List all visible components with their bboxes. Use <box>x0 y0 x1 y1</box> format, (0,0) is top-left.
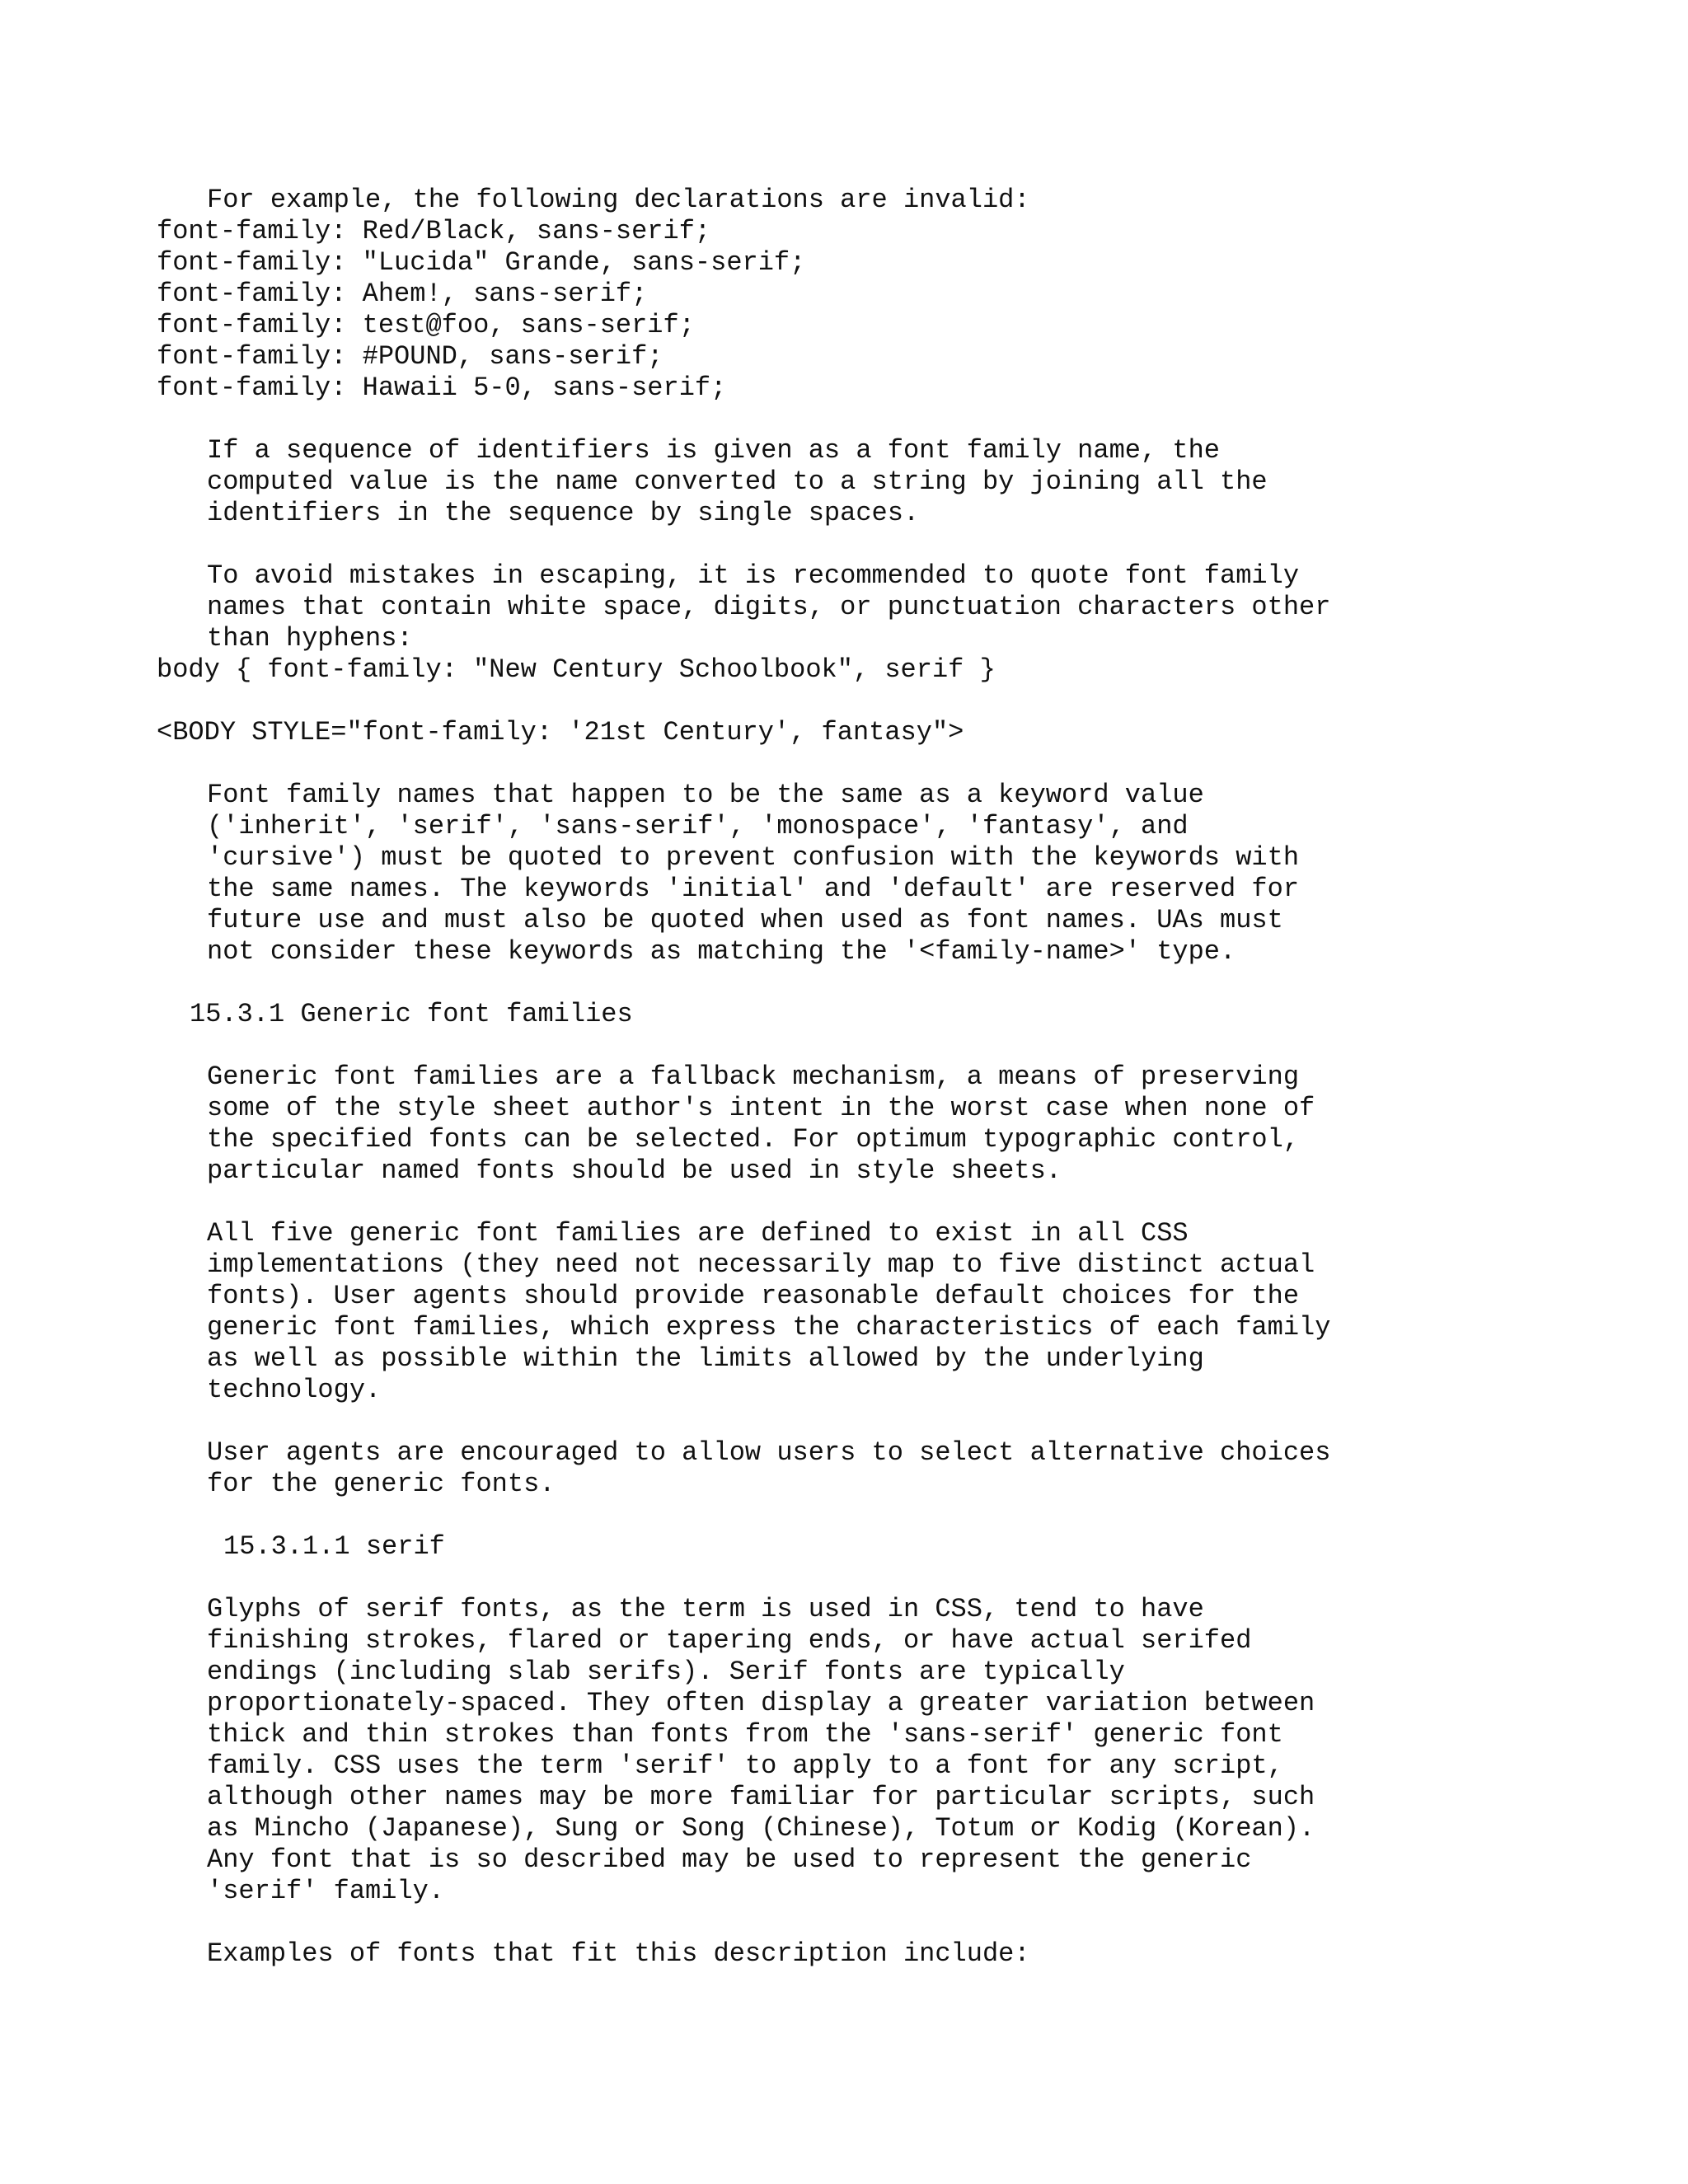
code-line: font-family: Ahem!, sans-serif; <box>157 279 648 309</box>
spacer <box>157 1500 1624 1531</box>
text-line: Generic font families are a fallback mechanism, a means of preserving <box>207 1062 1300 1092</box>
text-line: identifiers in the sequence by single spaces. <box>207 498 920 528</box>
text-line: particular named fonts should be used in style sheets. <box>207 1155 1062 1186</box>
text-line: implementations (they need not necessarily map to five distinct actual <box>207 1249 1315 1280</box>
code-line: <BODY STYLE="font-family: '21st Century', fantasy"> <box>157 717 964 748</box>
code-line: font-family: Red/Black, sans-serif; <box>157 216 711 246</box>
spacer <box>157 748 1624 780</box>
paragraph-quoting-advice <box>207 560 1624 654</box>
paragraph-identifier-sequence <box>207 435 1624 529</box>
text-line: technology. <box>207 1375 382 1405</box>
text-line: computed value is the name converted to a string by joining all the <box>207 466 1268 497</box>
spacer <box>157 1406 1624 1437</box>
code-line: font-family: test@foo, sans-serif; <box>157 310 695 340</box>
text-line: Examples of fonts that fit this description include: <box>207 1938 1030 1969</box>
section-heading-generic-font-families: 15.3.1 Generic font families <box>190 999 633 1029</box>
text-line: generic font families, which express the characteristics of each family <box>207 1312 1331 1343</box>
text-line: than hyphens: <box>207 623 413 654</box>
text-line: not consider these keywords as matching the '<family-name>' type. <box>207 936 1236 967</box>
text-line: the specified fonts can be selected. For optimum typographic control, <box>207 1124 1300 1155</box>
paragraph-invalid-intro <box>207 185 1624 216</box>
text-line: for the generic fonts. <box>207 1469 556 1499</box>
code-line: body { font-family: "New Century Schoolbook", serif } <box>157 654 996 685</box>
text-line: Any font that is so described may be used to represent the generic <box>207 1844 1252 1875</box>
text-line: 'cursive') must be quoted to prevent confusion with the keywords with <box>207 842 1300 873</box>
paragraph-keyword-names <box>207 780 1624 968</box>
paragraph-fallback-mechanism <box>207 1062 1624 1187</box>
spacer <box>157 1187 1624 1218</box>
subsection-heading-serif: 15.3.1.1 serif <box>223 1531 445 1562</box>
text-line: 'serif' family. <box>207 1876 445 1906</box>
text-line: To avoid mistakes in escaping, it is recommended to quote font family <box>207 560 1300 591</box>
text-line: although other names may be more familiar for particular scripts, such <box>207 1782 1315 1812</box>
text-line: User agents are encouraged to allow users to select alternative choices <box>207 1437 1331 1468</box>
text-line: some of the style sheet author's intent in the worst case when none of <box>207 1093 1315 1123</box>
text-line: finishing strokes, flared or tapering ends, or have actual serifed <box>207 1625 1252 1656</box>
text-line: as well as possible within the limits allowed by the underlying <box>207 1343 1204 1374</box>
paragraph-serif-description <box>207 1594 1624 1907</box>
text-line: as Mincho (Japanese), Sung or Song (Chinese), Totum or Kodig (Korean). <box>207 1813 1315 1844</box>
text-line: All five generic font families are defined to exist in all CSS <box>207 1218 1189 1249</box>
code-line: font-family: Hawaii 5-0, sans-serif; <box>157 373 727 403</box>
text-line: Glyphs of serif fonts, as the term is used in CSS, tend to have <box>207 1594 1204 1624</box>
text-line: thick and thin strokes than fonts from the 'sans-serif' generic font <box>207 1719 1283 1750</box>
spacer <box>157 1563 1624 1594</box>
text-line: endings (including slab serifs). Serif fonts are typically <box>207 1657 1125 1687</box>
text-line: names that contain white space, digits, or punctuation characters other <box>207 592 1331 622</box>
document-body <box>157 185 1624 1970</box>
spacer <box>157 529 1624 560</box>
text-line: Font family names that happen to be the same as a keyword value <box>207 780 1204 810</box>
spacer <box>157 686 1624 717</box>
paragraph-five-generic-families <box>207 1218 1624 1406</box>
spacer <box>157 968 1624 999</box>
paragraph-serif-examples-intro <box>207 1938 1624 1970</box>
code-block-style-attribute-example <box>157 717 1624 748</box>
spacer <box>157 1907 1624 1938</box>
text-line: family. CSS uses the term 'serif' to apply to a font for any script, <box>207 1750 1283 1781</box>
paragraph-user-choices <box>207 1437 1624 1500</box>
text-line: future use and must also be quoted when used as font names. UAs must <box>207 905 1283 935</box>
code-line: font-family: #POUND, sans-serif; <box>157 341 663 372</box>
spacer <box>157 1030 1624 1062</box>
text-line: ('inherit', 'serif', 'sans-serif', 'monospace', 'fantasy', and <box>207 811 1189 841</box>
code-line: font-family: "Lucida" Grande, sans-serif; <box>157 247 806 278</box>
text-line: For example, the following declarations are invalid: <box>207 185 1030 215</box>
text-line: proportionately-spaced. They often display a greater variation between <box>207 1688 1315 1718</box>
text-line: the same names. The keywords 'initial' and 'default' are reserved for <box>207 874 1300 904</box>
text-line: fonts). User agents should provide reasonable default choices for the <box>207 1281 1300 1311</box>
code-block-body-example <box>157 654 1624 686</box>
text-line: If a sequence of identifiers is given as a font family name, the <box>207 435 1220 466</box>
spacer <box>157 404 1624 435</box>
code-block-invalid-examples <box>157 216 1624 404</box>
